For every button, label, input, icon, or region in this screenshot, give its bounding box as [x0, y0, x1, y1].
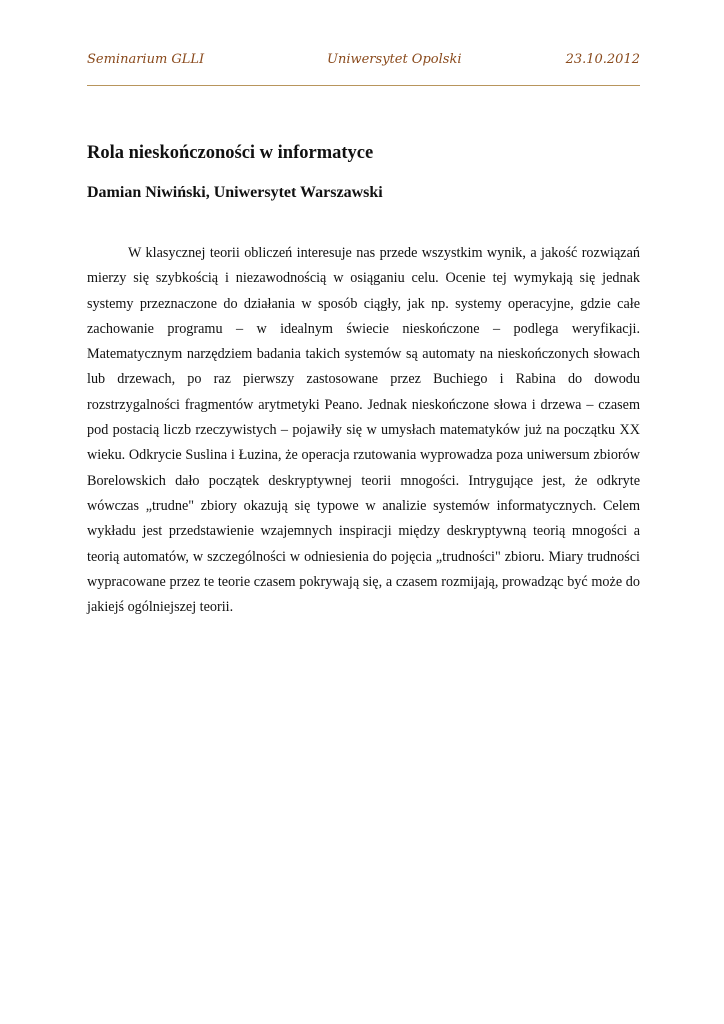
abstract-paragraph: W klasycznej teorii obliczeń interesuje nas przede wszystkim wynik, a jakość rozwiązań mierzy się szybkością i niezawodnością w osiąganiu celu. Ocenie tej wymykają się jednak systemy przeznaczone do działania w sposób ciągły, jak np. systemy operacyjne, gdzie całe zachowanie programu – w idealnym świecie nieskończone – podlega weryfikacji. Matematycznym narzędziem badania takich systemów są automaty na nieskończonych słowach lub drzewach, po raz pierwszy zastosowane przez Buchiego i Rabina do dowodu rozstrzygalności fragmentów arytmetyki Peano. Jednak nieskończone słowa i drzewa – czasem pod postacią liczb rzeczywistych – pojawiły się w umysłach matematyków już na początku XX wieku. Odkrycie Suslina i Łuzina, że operacja rzutowania wyprowadza poza uniwersum zbiorów Borelowskich dało początek deskryptywnej teorii mnogości. Intrygujące jest, że odkryte wówczas „trudne" zbiory okazują się typowe w analizie systemów informatycznych. Celem wykładu jest przedstawienie wzajemnych inspiracji między deskryptywną teorią mnogości a teorią automatów, w szczególności w odniesienia do pojęcia „trudności" zbioru. Miary trudności wypracowane przez te teorie czasem pokrywają się, a czasem rozmijają, prowadząc być może do jakiejś ogólniejszej teorii. [87, 245, 640, 616]
running-header [87, 48, 640, 72]
header-seminar-name: Seminarium GLLI [87, 52, 205, 67]
document-title: Rola nieskończoności w informatyce [87, 143, 374, 163]
header-date: 23.10.2012 [565, 52, 640, 67]
header-university: Uniwersytet Opolski [327, 52, 462, 67]
header-divider [87, 85, 640, 86]
document-author: Damian Niwiński, Uniwersytet Warszawski [87, 184, 383, 201]
